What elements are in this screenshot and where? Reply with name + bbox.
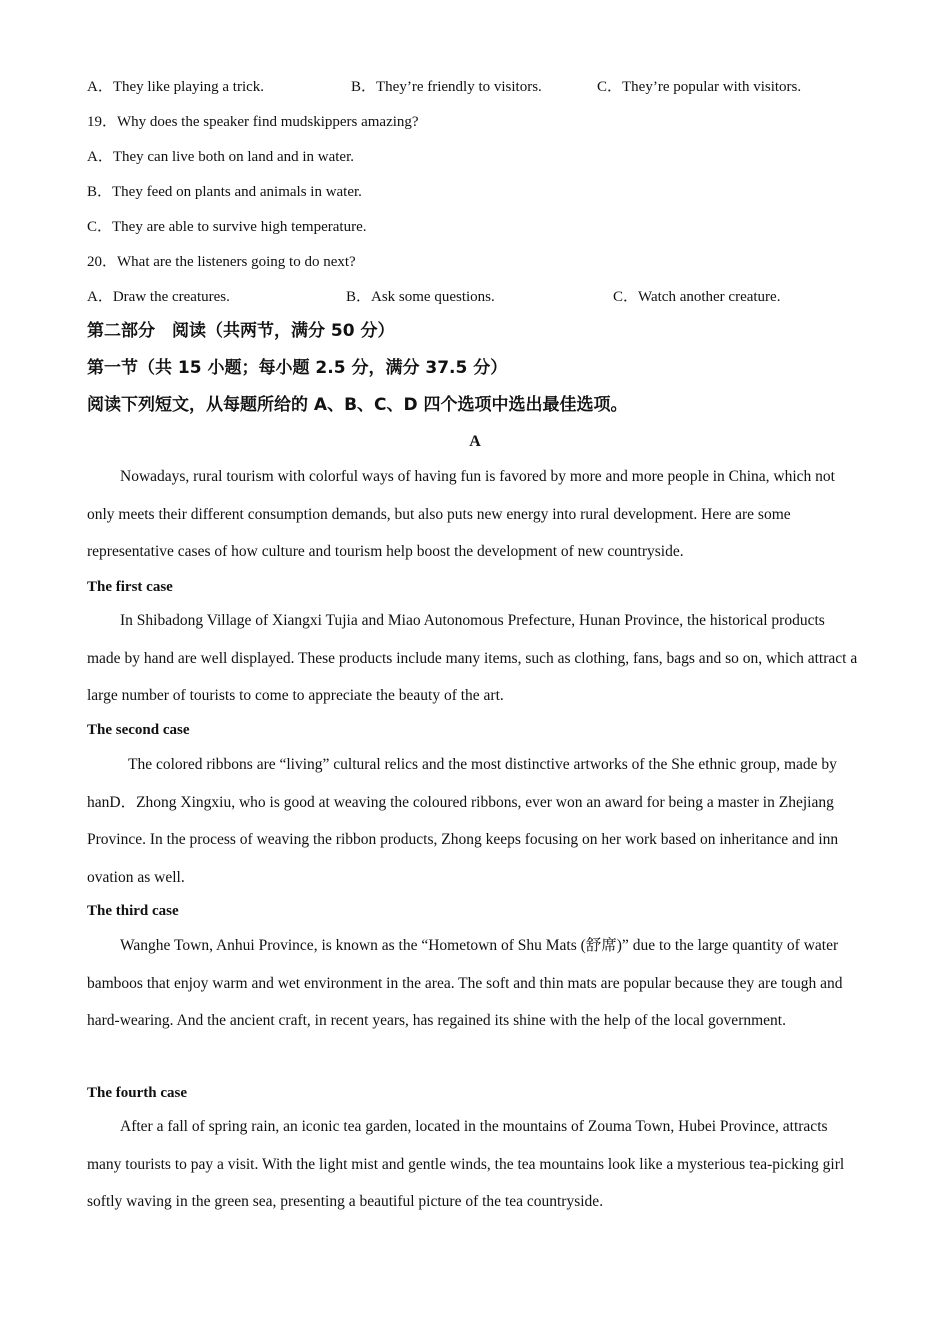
case4-text: After a fall of spring rain, an iconic tea garden, located in the mountains of Zouma Town, Hubei Province, attracts many tourists to pay a visit. With the light mist and gentle winds, the tea mountains look like a mysterious tea-picking girl softly waving in the green sea, presenting a beautiful picture of the tea countryside. bbox=[87, 1118, 845, 1210]
case1-text: In Shibadong Village of Xiangxi Tujia and Miao Autonomous Prefecture, Hunan Province, the historical products made by hand are well displayed. These products include many items, such as clothing, fans, bags and so on, which attract a large number of tourists to come to appreciate the beauty of the art. bbox=[87, 612, 858, 704]
case2-title: The second case bbox=[87, 722, 190, 738]
case3-title: The third case bbox=[87, 903, 179, 919]
case2-text: The colored ribbons are “living” cultural relics and the most distinctive artworks of the She ethnic group, made by hanD．Zhong Xingxiu, who is good at weaving the coloured ribbons, ever won an award for being a master in Zhejiang Province. In the process of weaving the ribbon products, Zhong keeps focusing on her work based on inheritance and inn ovation as well. bbox=[87, 756, 839, 886]
q20-option-c: C．Watch another creature. bbox=[613, 289, 781, 305]
q20-option-b: B．Ask some questions. bbox=[346, 289, 495, 305]
q19-option-c: C．They are able to survive high temperature. bbox=[87, 219, 367, 235]
passage-intro: Nowadays, rural tourism with colorful ways of having fun is favored by more and more people in China, which not only meets their different consumption demands, but also puts new energy into rural development. Here are some representative cases of how culture and tourism help boost the development of new countryside. bbox=[87, 468, 835, 560]
q20-stem: 20．What are the listeners going to do next? bbox=[87, 254, 356, 270]
case3-text: Wanghe Town, Anhui Province, is known as the “Hometown of Shu Mats (舒席)” due to the large quantity of water bamboos that enjoy warm and wet environment in the area. The soft and thin mats are popular because they are tough and hard-wearing. And the ancient craft, in recent years, has regained its shine with the help of the local government. bbox=[87, 937, 843, 1029]
q19-option-b: B．They feed on plants and animals in water. bbox=[87, 184, 362, 200]
case1-title: The first case bbox=[87, 579, 173, 595]
sub-title: 第一节（共 15 小题；每小题 2.5 分，满分 37.5 分） bbox=[87, 358, 508, 378]
q18-option-b: B．They’re friendly to visitors. bbox=[351, 79, 542, 95]
q19-option-a: A．They can live both on land and in water. bbox=[87, 149, 355, 165]
q18-option-c: C．They’re popular with visitors. bbox=[597, 79, 802, 95]
q18-option-a: A．They like playing a trick. bbox=[87, 79, 265, 95]
q20-option-a: A．Draw the creatures. bbox=[87, 289, 230, 305]
case4-title: The fourth case bbox=[87, 1085, 187, 1101]
instruction: 阅读下列短文，从每题所给的 A、B、C、D 四个选项中选出最佳选项。 bbox=[87, 395, 628, 415]
passage-letter: A bbox=[469, 433, 481, 450]
q19-stem: 19．Why does the speaker find mudskippers amazing? bbox=[87, 114, 419, 130]
part-title: 第二部分 阅读（共两节，满分 50 分） bbox=[87, 321, 395, 341]
